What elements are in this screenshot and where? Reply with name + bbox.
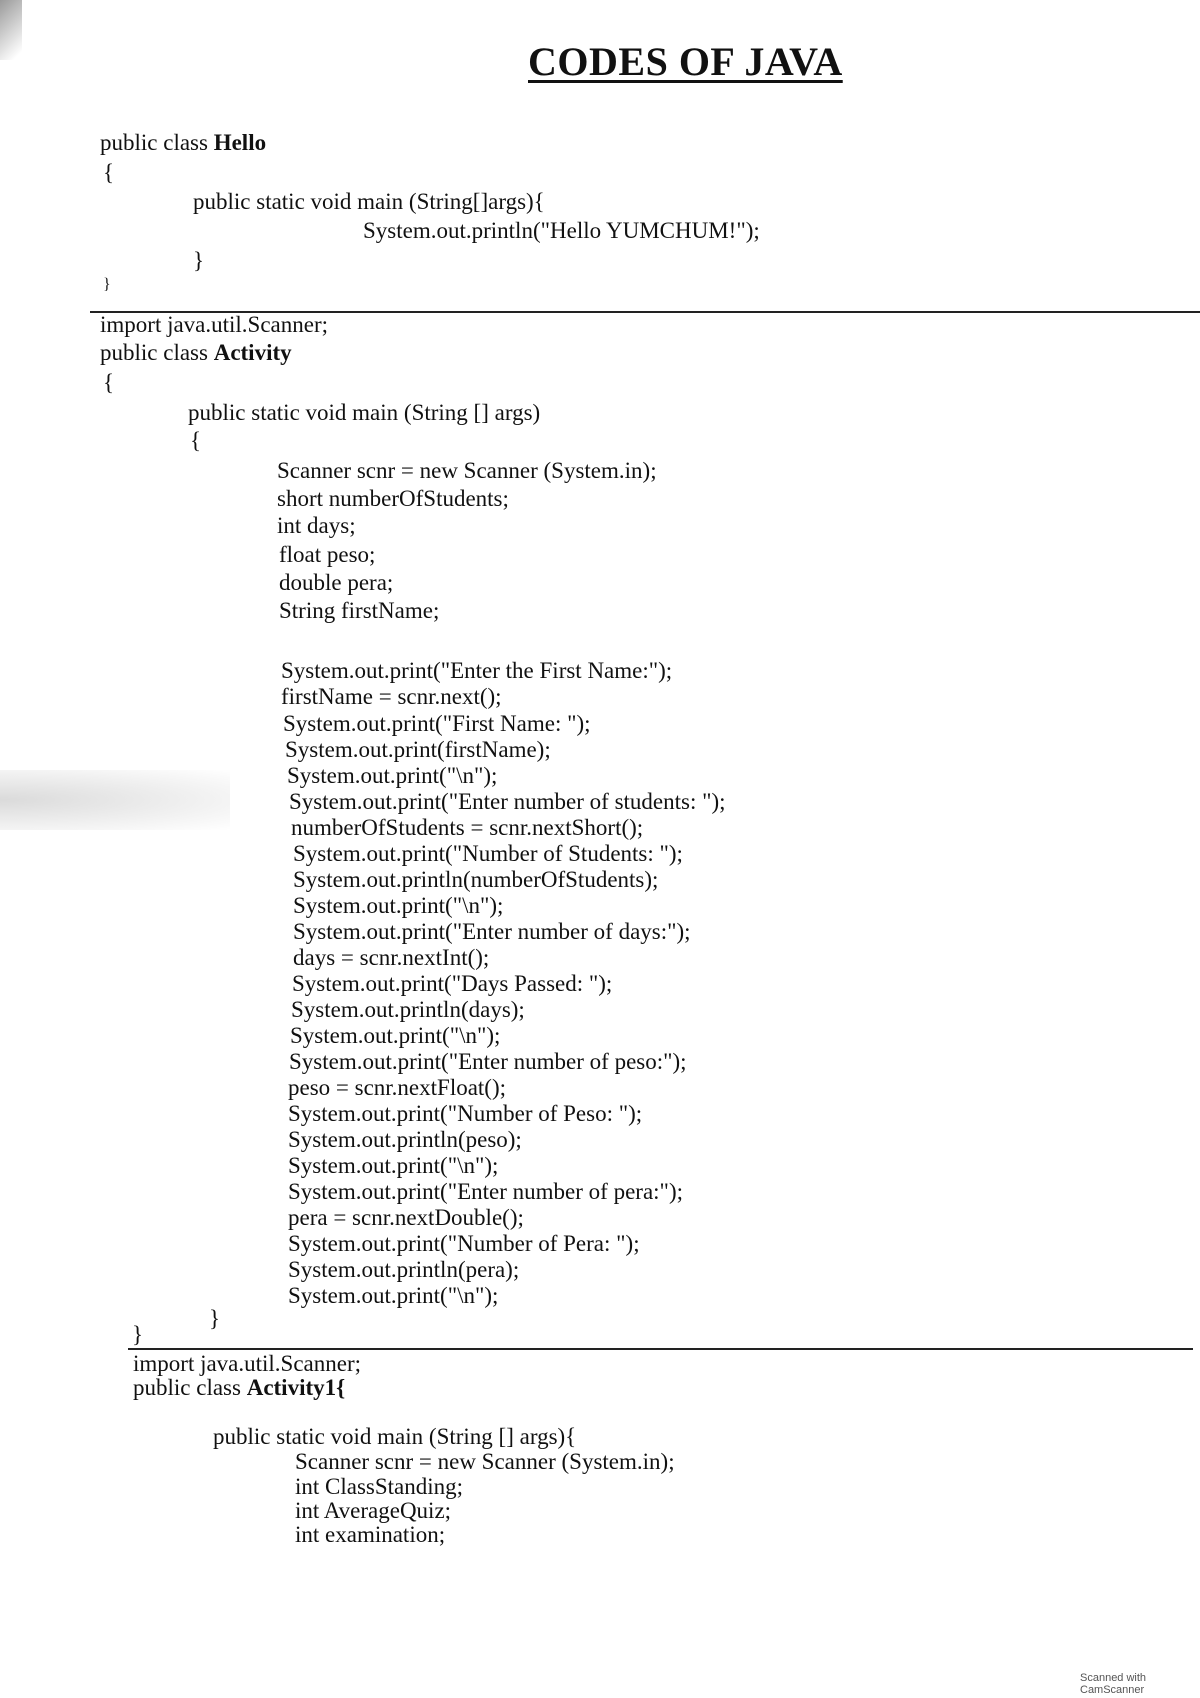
code-line: int examination; (295, 1522, 446, 1547)
code-line: System.out.print("\n"); (288, 1283, 499, 1308)
code-line: System.out.println("Hello YUMCHUM!"); (363, 218, 760, 243)
code-line: } (103, 276, 111, 293)
code-line: } (209, 1306, 221, 1331)
code-line: public static void main (String [] args){ (213, 1424, 577, 1449)
code-line: numberOfStudents = scnr.nextShort(); (291, 815, 644, 840)
code-line: System.out.print("Number of Students: "); (293, 841, 683, 866)
code-line: peso = scnr.nextFloat(); (288, 1075, 507, 1100)
code-line: System.out.print("Enter number of peso:"); (289, 1049, 687, 1074)
code-line: System.out.println(numberOfStudents); (293, 867, 659, 892)
code-line: { (103, 370, 115, 395)
section-divider (128, 1348, 1193, 1350)
code-line: firstName = scnr.next(); (281, 684, 502, 709)
class-name: Hello (213, 130, 267, 155)
code-line: public class Activity (100, 340, 292, 365)
code-line: int AverageQuiz; (295, 1498, 452, 1523)
code-line: import java.util.Scanner; (133, 1351, 362, 1376)
code-line: } (132, 1322, 144, 1347)
code-line: System.out.print("First Name: "); (283, 711, 591, 736)
code-line: public class Activity1{ (133, 1375, 346, 1400)
code-line: { (103, 160, 115, 185)
code-line: System.out.print("\n"); (288, 1153, 499, 1178)
code-line: System.out.print("Number of Pera: "); (288, 1231, 640, 1256)
code-line: import java.util.Scanner; (100, 312, 329, 337)
code-line: public static void main (String [] args) (188, 400, 541, 425)
code-line: } (193, 248, 205, 273)
code-line: System.out.print("Enter number of students: "); (289, 789, 726, 814)
code-line: System.out.print("Enter number of days:"); (293, 919, 691, 944)
page-title: CODES OF JAVA (528, 39, 843, 84)
class-name: Activity1{ (246, 1375, 346, 1400)
code-line: days = scnr.nextInt(); (293, 945, 490, 970)
code-line: System.out.print("\n"); (293, 893, 504, 918)
code-line: Scanner scnr = new Scanner (System.in); (295, 1449, 675, 1474)
code-line: int ClassStanding; (295, 1474, 464, 1499)
code-line: System.out.println(days); (291, 997, 525, 1022)
code-line: { (190, 428, 202, 453)
code-line: short numberOfStudents; (277, 486, 509, 511)
code-line: System.out.println(pera); (288, 1257, 520, 1282)
code-line: System.out.print(firstName); (285, 737, 551, 762)
code-line: String firstName; (279, 598, 440, 623)
code-line: System.out.print("Days Passed: "); (292, 971, 613, 996)
class-name: Activity (213, 340, 292, 365)
scan-edge-shadow (0, 0, 22, 60)
code-line: Scanner scnr = new Scanner (System.in); (277, 458, 657, 483)
code-line: pera = scnr.nextDouble(); (288, 1205, 524, 1230)
code-line: System.out.print("\n"); (290, 1023, 501, 1048)
code-line: int days; (277, 513, 356, 538)
code-line: float peso; (279, 542, 376, 567)
code-line: System.out.print("Enter number of pera:"); (288, 1179, 683, 1204)
code-line: double pera; (279, 570, 394, 595)
code-line: public static void main (String[]args){ (193, 189, 545, 214)
code-line: public class Hello (100, 130, 267, 155)
code-line: System.out.print("\n"); (287, 763, 498, 788)
code-line: System.out.println(peso); (288, 1127, 522, 1152)
code-line: System.out.print("Enter the First Name:"); (281, 658, 673, 683)
code-line: System.out.print("Number of Peso: "); (288, 1101, 643, 1126)
scan-watermark: Scanned with CamScanner (1080, 1672, 1147, 1696)
scan-smudge (0, 770, 230, 830)
